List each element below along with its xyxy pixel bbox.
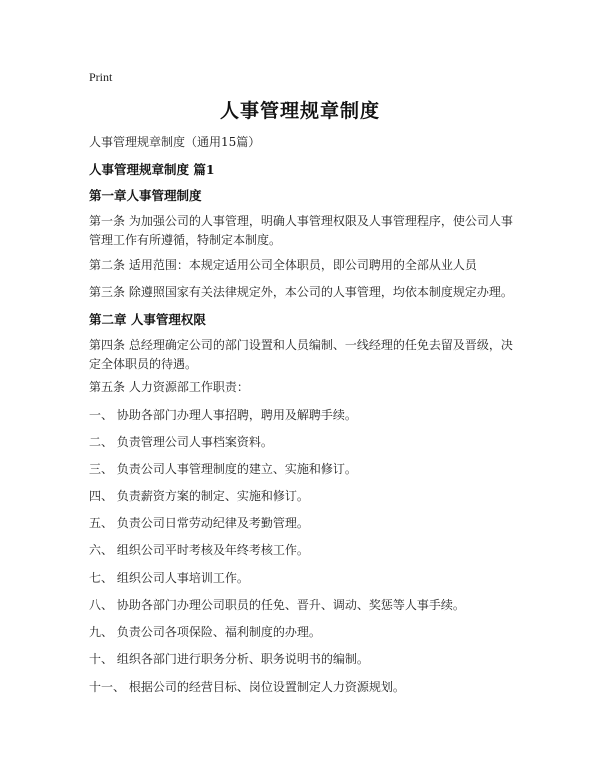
duty-item: 三、 负责公司人事管理制度的建立、实施和修订。 [89, 462, 357, 476]
duty-item: 九、 负责公司各项保险、福利制度的办理。 [89, 625, 321, 639]
article-4: 第四条 总经理确定公司的部门设置和人员编制、一线经理的任免去留及晋级，决定全体职员的待遇。 [89, 338, 513, 371]
duty-item: 七、 组织公司人事培训工作。 [89, 571, 249, 585]
chapter-2-heading: 第二章 人事管理权限 [89, 312, 206, 327]
article-5: 第五条 人力资源部工作职责： [89, 380, 249, 394]
duty-item: 四、 负责薪资方案的制定、实施和修订。 [89, 489, 309, 503]
duty-item: 五、 负责公司日常劳动纪律及考勤管理。 [89, 516, 309, 530]
document-title: 人事管理规章制度 [219, 100, 380, 122]
article-3: 第三条 除遵照国家有关法律规定外，本公司的人事管理，均依本制度规定办理。 [89, 285, 513, 299]
duty-item: 六、 组织公司平时考核及年终考核工作。 [89, 543, 309, 557]
duty-item: 二、 负责管理公司人事档案资料。 [89, 435, 273, 449]
document-subtitle: 人事管理规章制度（通用15篇） [89, 135, 261, 149]
section-heading: 人事管理规章制度 篇1 [89, 162, 215, 177]
article-1: 第一条 为加强公司的人事管理，明确人事管理权限及人事管理程序，使公司人事管理工作有所遵循，特制定本制度。 [89, 214, 513, 247]
duty-item: 一、 协助各部门办理人事招聘，聘用及解聘手续。 [89, 408, 357, 422]
article-2: 第二条 适用范围：本规定适用公司全体职员，即公司聘用的全部从业人员 [89, 258, 477, 272]
chapter-1-heading: 第一章人事管理制度 [89, 188, 202, 203]
duty-item: 十一、 根据公司的经营目标、岗位设置制定人力资源规划。 [89, 680, 405, 694]
duty-item: 十、 组织各部门进行职务分析、职务说明书的编制。 [89, 652, 369, 666]
duty-item: 八、 协助各部门办理公司职员的任免、晋升、调动、奖惩等人事手续。 [89, 598, 465, 612]
print-link[interactable]: Print [89, 70, 113, 84]
